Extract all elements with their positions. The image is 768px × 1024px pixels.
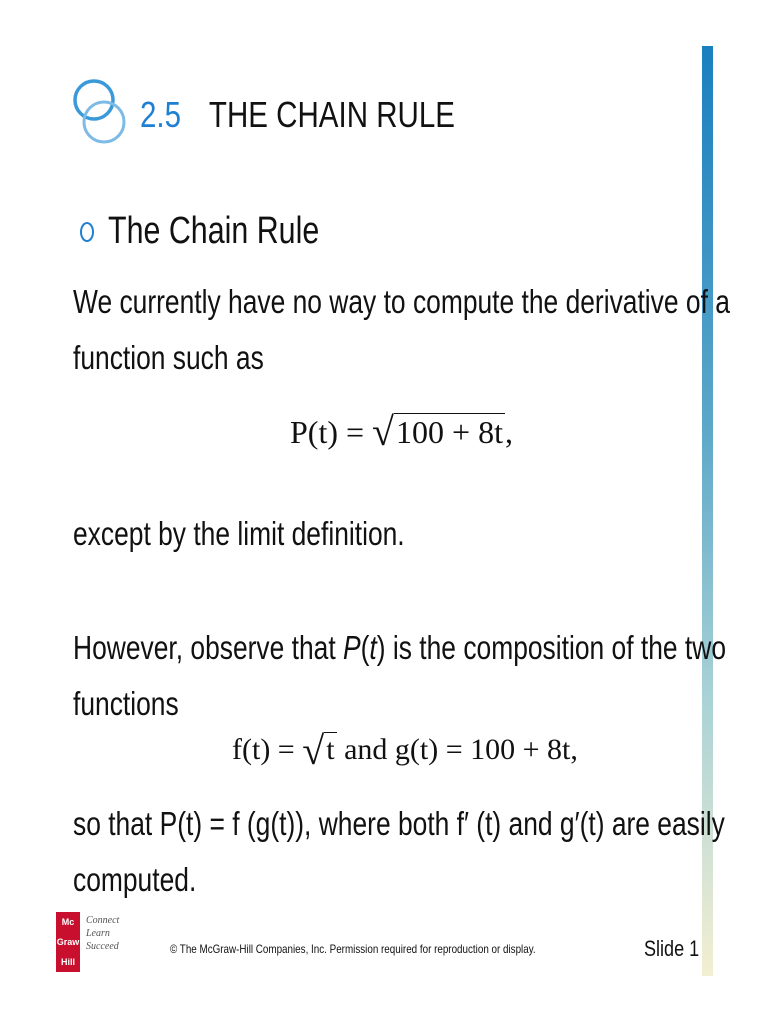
paragraph-line: computed.	[73, 861, 197, 898]
paragraph-conclusion	[73, 796, 725, 908]
tagline-line: Succeed	[86, 941, 119, 952]
radical-icon: √	[302, 728, 325, 773]
equation-p	[290, 409, 513, 454]
bullet-text: The Chain Rule	[108, 210, 320, 252]
text-run: ) is the composition of the two	[376, 629, 726, 666]
paragraph-line: except by the limit definition.	[73, 515, 405, 552]
equation-tail: ,	[504, 414, 513, 450]
slide-title	[140, 94, 455, 136]
equation-and: and	[336, 733, 395, 766]
tagline-line: Learn	[86, 928, 110, 939]
equation-f-lhs: f(t) =	[232, 733, 303, 766]
paragraph-limit	[73, 506, 405, 562]
paragraph-line: functions	[73, 685, 179, 722]
bullet-circle-icon	[80, 222, 94, 242]
paragraph-composition	[73, 620, 726, 732]
circles-logo-icon	[70, 74, 130, 154]
paragraph-line	[73, 620, 726, 676]
sqrt-expression	[372, 409, 505, 454]
sqrt-expression	[302, 728, 336, 773]
section-number: 2.5	[140, 94, 182, 135]
text-run: t	[369, 629, 377, 666]
text-run: However, observe that	[73, 629, 344, 666]
logo-tagline	[86, 914, 119, 953]
mcgraw-hill-logo	[56, 912, 136, 972]
equation-f-g	[232, 728, 578, 773]
tagline-line: Connect	[86, 915, 120, 926]
logo-mark: Mc Graw Hill	[56, 912, 80, 972]
paragraph-line: We currently have no way to compute the derivative of a	[73, 283, 730, 320]
text-run: (	[360, 629, 370, 666]
section-title: THE CHAIN RULE	[208, 94, 455, 135]
paragraph-intro	[73, 274, 730, 386]
paragraph-line: so that P(t) = f (g(t)), where both f′ (t) and g′(t) are easily	[73, 805, 725, 842]
radicand: 100 + 8t	[396, 414, 503, 450]
equation-g: g(t) = 100 + 8t,	[394, 733, 578, 766]
radical-icon: √	[372, 409, 394, 454]
paragraph-line: function such as	[73, 339, 264, 376]
equation-lhs: P(t) =	[290, 414, 373, 450]
bullet-heading	[80, 210, 372, 253]
text-run: P	[343, 629, 361, 666]
copyright-notice: © The McGraw-Hill Companies, Inc. Permission required for reproduction or display.	[170, 942, 536, 956]
slide-number: Slide 1	[644, 936, 700, 961]
radicand: t	[326, 733, 335, 766]
